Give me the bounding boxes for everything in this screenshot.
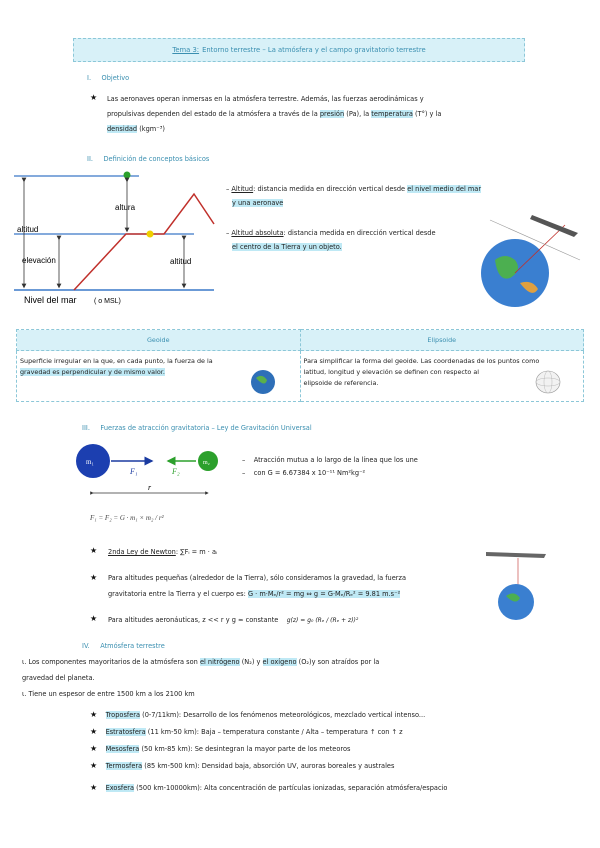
- section-title: Objetivo: [101, 74, 130, 82]
- highlight-nivel-medio: el nivel medio del mar: [407, 185, 482, 193]
- section-number: IV.: [82, 642, 90, 650]
- aircraft-icon: [486, 552, 546, 558]
- geoide-text: Superficie irregular en la que, en cada punto, la fuerza de la: [20, 357, 213, 365]
- gravitation-notes: – Atracción mutua a lo largo de la línea que los une – con G = 6.67384 x 10⁻¹¹ Nm²kg⁻²: [242, 456, 418, 477]
- bullet-star-icon: ★: [90, 614, 98, 623]
- f2-label: F₂: [172, 467, 180, 476]
- altitud-definition: – Altitud: distancia medida en dirección vertical desde el nivel medio del mar y una aeronave: [226, 185, 482, 207]
- altura-label: altura: [115, 203, 136, 212]
- newton-law: [108, 547, 217, 557]
- objective-line-3: [107, 124, 537, 134]
- section-title: Fuerzas de atracción gravitatoria – Ley de Gravitación Universal: [100, 424, 312, 432]
- altitud-left-label: altitud: [17, 225, 39, 234]
- mutual-attraction-text: Atracción mutua a lo largo de la línea que los une: [253, 456, 418, 464]
- list-item: ★ Estratosfera (11 km-50 km): Baja – temperatura constante / Alta – temperatura ↑ con ↑ z: [90, 727, 403, 736]
- layer-description: (11 km-50 km): Baja – temperatura constante / Alta – temperatura ↑ con ↑ z: [147, 728, 403, 736]
- highlight-gravity-formula: G · m·Mₑ/r² = mg ⇔ g = G·Mₑ/Rₑ² = 9.81 m.s⁻²: [247, 590, 401, 598]
- highlight-centro-tierra: el centro de la Tierra y un objeto.: [232, 243, 342, 251]
- list-item: ★ Mesosfera (50 km-85 km): Se desintegran la mayor parte de los meteoros: [90, 744, 351, 753]
- composition-n2: (N₂) y: [241, 658, 261, 666]
- layer-name: Troposfera: [105, 711, 141, 719]
- layer-name: Estratosfera: [105, 728, 146, 736]
- title-text: Entorno terrestre – La atmósfera y el campo gravitatorio terrestre: [202, 46, 426, 54]
- gravitation-formula: F₁ = F₂ = G · m₁ × m₂ / r²: [90, 514, 164, 522]
- elipsoide-text-3: elipsoide de referencia.: [303, 379, 379, 387]
- altitud-term: Altitud: [231, 185, 254, 193]
- f1-label: F₁: [130, 467, 138, 476]
- title-tema: Tema 3:: [172, 46, 200, 54]
- altitud-absoluta-definition: – Altitud absoluta: distancia medida en dirección vertical desde el centro de la Tierra y un objeto.: [226, 229, 436, 251]
- section-2-heading: [87, 155, 209, 163]
- aero-altitude-text: [108, 615, 358, 625]
- altitud-text: : distancia medida en dirección vertical desde: [253, 185, 406, 193]
- highlight-presion: presión: [319, 110, 345, 118]
- objective-line-1: Las aeronaves operan inmersas en la atmósfera terrestre. Además, las fuerzas aerodinámicas y: [107, 95, 424, 103]
- earth-globe: [498, 584, 534, 620]
- small-altitude-line-1: Para altitudes pequeñas (alrededor de la Tierra), sólo consideramos la gravedad, la fuerza: [108, 574, 407, 582]
- atmosphere-layers-list: [90, 710, 570, 800]
- small-altitude-paragraph: [108, 573, 478, 599]
- r-label: r: [148, 483, 152, 492]
- composition-text: Los componentes mayoritarios de la atmósfera son: [28, 658, 198, 666]
- atmosphere-thickness: Tiene un espesor de entre 1500 km a los 2100 km: [28, 690, 195, 698]
- page-title: [73, 38, 525, 62]
- altitud-absoluta-text: : distancia medida en dirección vertical desde: [283, 229, 436, 237]
- section-1-heading: [87, 74, 129, 82]
- elevacion-label: elevación: [22, 256, 56, 265]
- section-title: Atmósfera terrestre: [100, 642, 165, 650]
- section-3-heading: [82, 424, 312, 432]
- nivel-mar-label: Nivel del mar: [24, 295, 77, 305]
- list-item: ★ Exosfera (500 km-10000km): Alta concentración de partículas ionizadas, separación atmósfera/espacio: [90, 783, 448, 792]
- layer-name: Mesosfera: [105, 745, 140, 753]
- highlight-aeronave: y una aeronave: [232, 199, 284, 207]
- table-header-elipsoide: Elipsoide: [300, 330, 584, 351]
- newton-term: 2nda Ley de Newton: [108, 548, 176, 556]
- objective-text: propulsivas dependen del estado de la atmósfera a través de la: [107, 110, 318, 118]
- small-altitude-line-2: gravitatoria entre la Tierra y el cuerpo es:: [108, 590, 246, 598]
- elipsoide-text-2: latitud, longitud y elevación se definen con respecto al: [303, 368, 480, 376]
- bullet-star-icon: ★: [90, 546, 98, 555]
- section-number: III.: [82, 424, 90, 432]
- highlight-temperatura: temperatura: [371, 110, 413, 118]
- earth-aircraft-illustration: [470, 205, 585, 315]
- altitud-absoluta-term: Altitud absoluta: [231, 229, 284, 237]
- altitude-diagram: [14, 166, 224, 308]
- layer-description: (85 km-500 km): Densidad baja, absorción UV, auroras boreales y australes: [144, 762, 395, 770]
- layer-description: (50 km-85 km): Se desintegran la mayor parte de los meteoros: [141, 745, 351, 753]
- highlight-oxigeno: el oxígeno: [262, 658, 297, 666]
- elipsoide-cell: [300, 351, 584, 402]
- elipsoide-text-1: Para simplificar la forma del geoide. Las coordenadas de los puntos como: [303, 357, 540, 365]
- objective-line-2: [107, 109, 537, 119]
- layer-name: Exosfera: [105, 784, 135, 792]
- layer-name: Termosfera: [105, 762, 143, 770]
- layer-description: (0-7/11km): Desarrollo de los fenómenos meteorológicos, mezclado vertical intenso...: [142, 711, 426, 719]
- densidad-unit: (kgm⁻³): [139, 125, 165, 133]
- presion-unit: (Pa), la: [346, 110, 370, 118]
- terrain-profile: [74, 194, 214, 290]
- earth-aircraft-small-illustration: [478, 540, 558, 622]
- m2-label: m₂: [203, 460, 210, 466]
- highlight-densidad: densidad: [107, 125, 138, 133]
- aero-altitude-text-main: Para altitudes aeronáuticas, z << r y g ≈ constante: [108, 616, 279, 624]
- composition-line-2: gravedad del planeta.: [22, 674, 95, 682]
- newton-formula: : ∑Fᵢ = m · aᵢ: [175, 548, 218, 556]
- highlight-nitrogeno: el nitrógeno: [199, 658, 240, 666]
- objective-paragraph: [107, 94, 537, 134]
- highlight-gravedad: gravedad es perpendicular y de mismo valor.: [20, 368, 165, 376]
- section-number: I.: [87, 74, 92, 82]
- bullet-star-icon: ★: [90, 573, 98, 582]
- altitud-right-label: altitud: [170, 257, 192, 266]
- aircraft-point: [124, 172, 131, 179]
- gravitation-diagram: [70, 440, 230, 532]
- list-item: ★ Termosfera (85 km-500 km): Densidad baja, absorción UV, auroras boreales y australes: [90, 761, 395, 770]
- section-4-heading: [82, 642, 165, 650]
- geoid-globe-icon: [250, 369, 276, 395]
- section-number: II.: [87, 155, 93, 163]
- m1-label: m₁: [86, 458, 94, 466]
- bullet-star-icon: ★: [90, 93, 98, 102]
- g-constant-text: con G = 6.67384 x 10⁻¹¹ Nm²kg⁻²: [253, 469, 366, 477]
- composition-o2: (O₂)y son atraídos por la: [298, 658, 380, 666]
- geoide-cell: [17, 351, 301, 402]
- layer-description: (500 km-10000km): Alta concentración de partículas ionizadas, separación atmósfera/espacio: [136, 784, 448, 792]
- aircraft-icon: [530, 215, 578, 237]
- list-item: ★ Troposfera (0-7/11km): Desarrollo de los fenómenos meteorológicos, mezclado vertical intenso...: [90, 710, 426, 719]
- temperatura-unit: (T°) y la: [414, 110, 442, 118]
- ground-point: [147, 231, 154, 238]
- msl-label: ( o MSL): [94, 298, 121, 305]
- table-header-geoide: Geoide: [17, 330, 301, 351]
- g-of-z-formula: g(z) = g₀ (Rₑ / (Rₑ + z))²: [286, 617, 359, 624]
- atmosphere-composition: ι. Los componentes mayoritarios de la atmósfera son el nitrógeno (N₂) y el oxígeno (O₂)y son atraídos por la gravedad del planeta. ι. Tiene un espesor de entre 1500 km a los 2100 km: [22, 657, 582, 699]
- geoide-elipsoide-table: [16, 329, 584, 402]
- section-title: Definición de conceptos básicos: [103, 155, 210, 163]
- ellipsoid-icon: [535, 369, 561, 395]
